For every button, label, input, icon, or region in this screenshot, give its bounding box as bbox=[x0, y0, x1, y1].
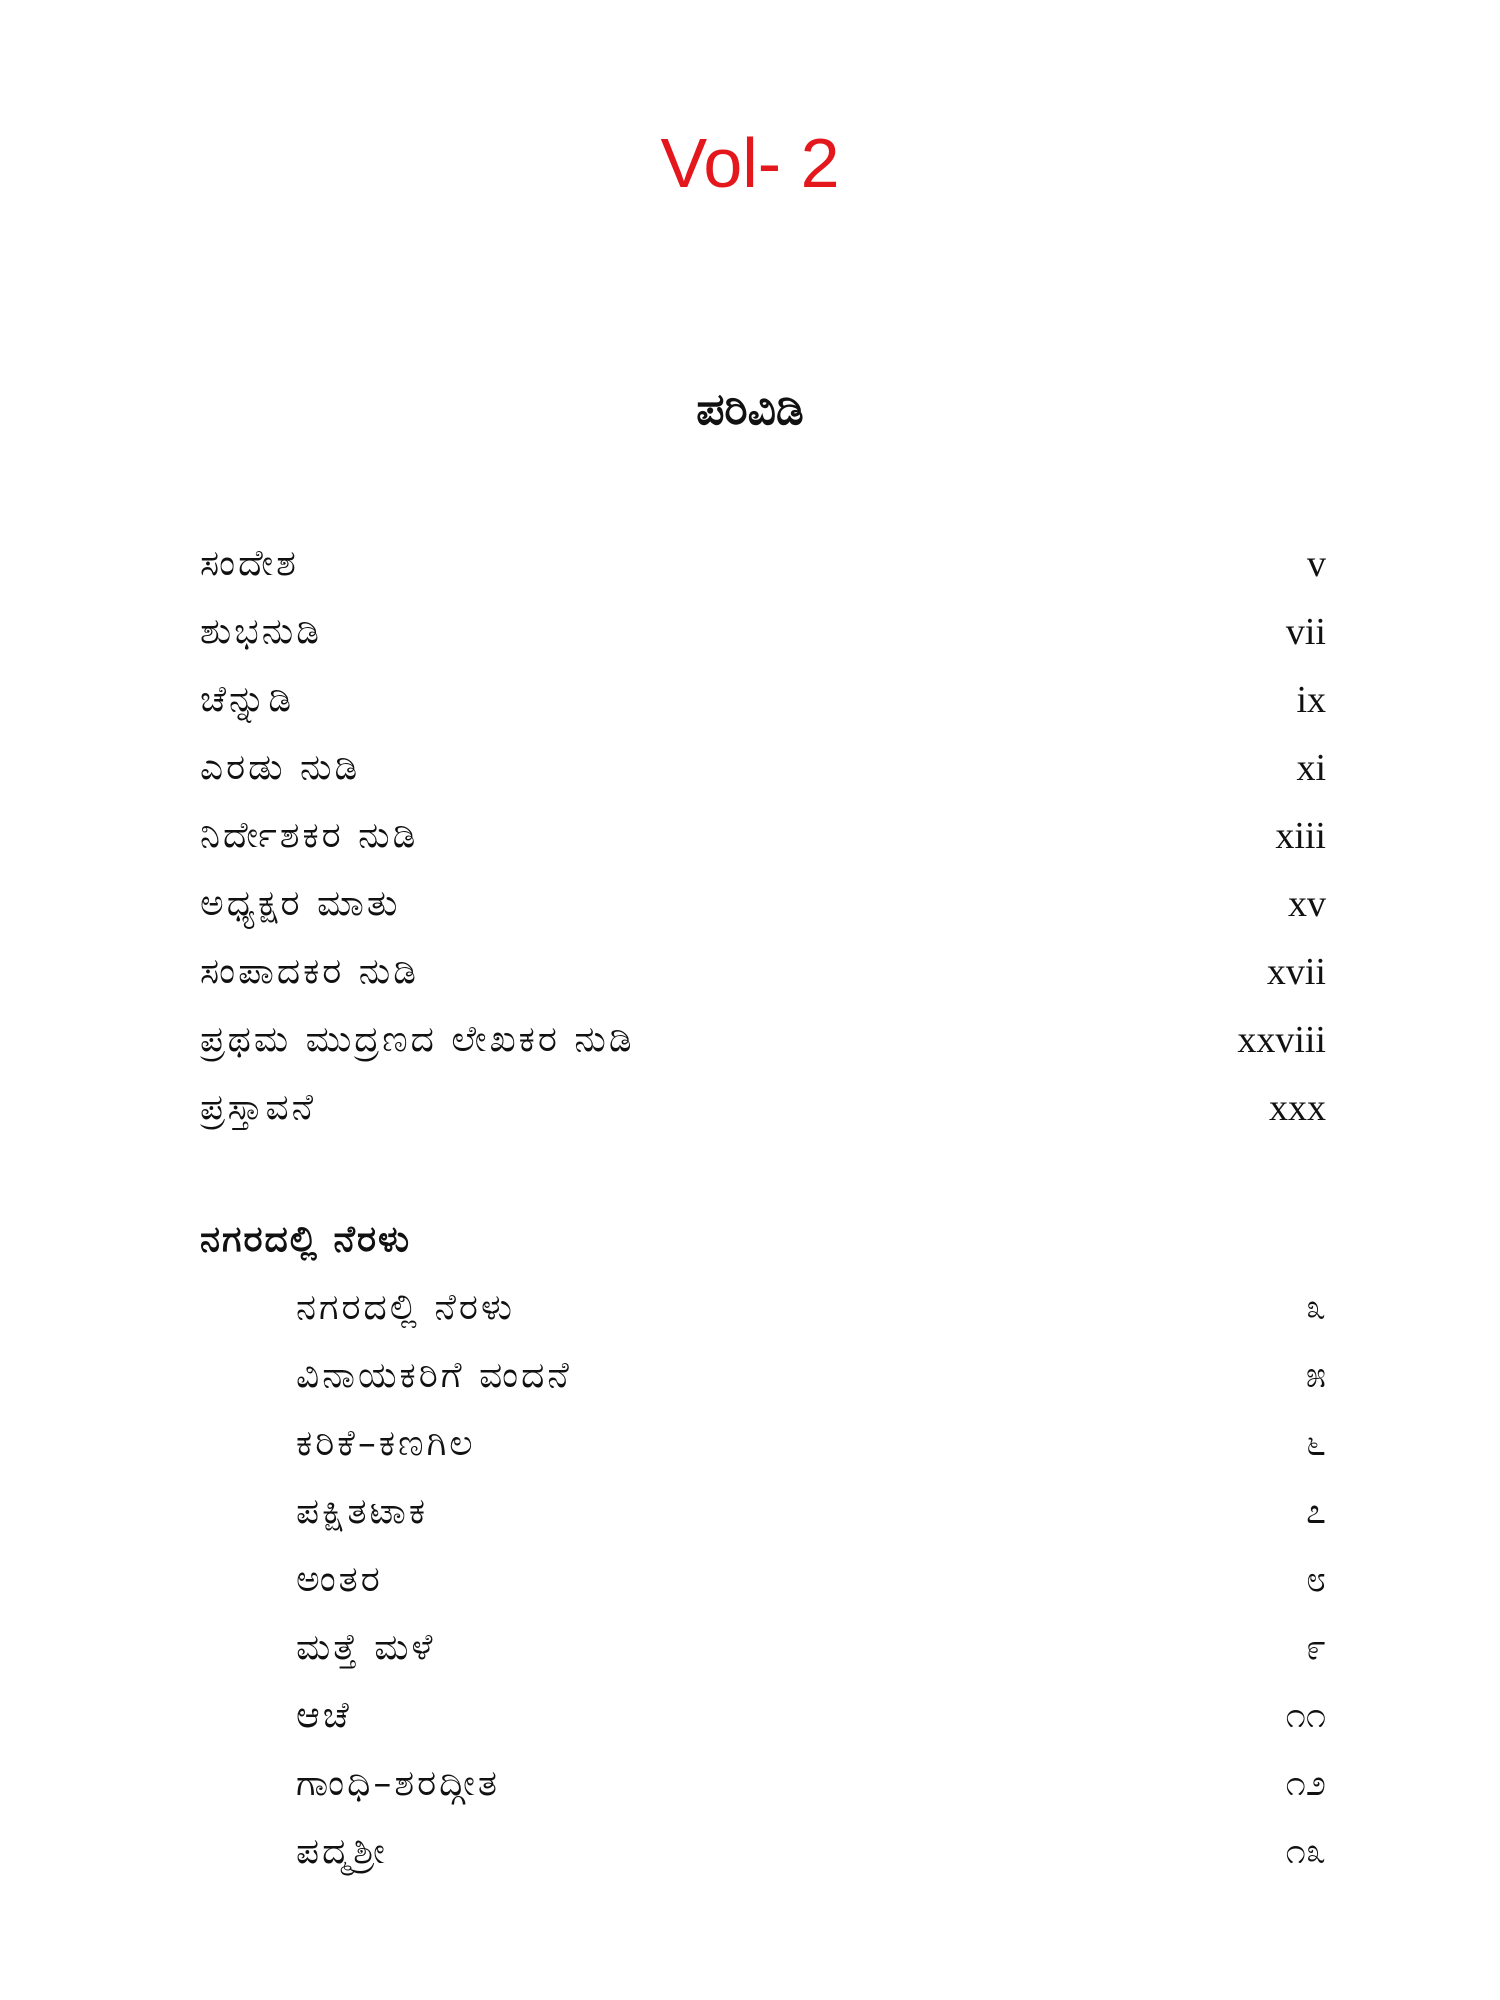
section-entry-page: ೧೧ bbox=[1285, 1695, 1326, 1736]
section-entry-label: ಅಂತರ bbox=[296, 1559, 383, 1600]
toc-entry-label: ಸಂದೇಶ bbox=[200, 543, 299, 584]
section-entry-label: ಆಚೆ bbox=[296, 1695, 352, 1736]
section-block bbox=[200, 1206, 1326, 1886]
section-entry-page: ೧೩ bbox=[1285, 1831, 1326, 1872]
section-entry-label: ಪದ್ಮಶ್ರೀ bbox=[296, 1831, 388, 1872]
section-entry bbox=[200, 1478, 1326, 1546]
section-entry-list bbox=[200, 1274, 1326, 1886]
volume-title: Vol- 2 bbox=[660, 124, 840, 202]
toc-entry-page: xvii bbox=[1266, 951, 1326, 993]
section-entry-label: ಪಕ್ಷಿತಟಾಕ bbox=[296, 1491, 429, 1532]
section-entry-label: ನಗರದಲ್ಲಿ ನೆರಳು bbox=[296, 1287, 515, 1328]
toc-entry-label: ಚೆನ್ನುಡಿ bbox=[200, 679, 295, 720]
toc-entry bbox=[200, 938, 1326, 1006]
toc-entry-label: ಎರಡು ನುಡಿ bbox=[200, 747, 361, 788]
toc-entry-page: xi bbox=[1296, 747, 1326, 789]
toc-entry-label: ಸಂಪಾದಕರ ನುಡಿ bbox=[200, 951, 419, 992]
section-entry bbox=[200, 1342, 1326, 1410]
toc-entry bbox=[200, 1006, 1326, 1074]
section-entry bbox=[200, 1410, 1326, 1478]
toc-entry-page: xv bbox=[1288, 883, 1326, 925]
section-entry bbox=[200, 1750, 1326, 1818]
section-entry-page: ೬ bbox=[1305, 1423, 1326, 1464]
section-entry-label: ಮತ್ತೆ ಮಳೆ bbox=[296, 1627, 436, 1668]
section-entry bbox=[200, 1274, 1326, 1342]
section-entry-label: ಕರಿಕೆ–ಕಣಗಿಲ bbox=[296, 1423, 476, 1464]
toc-entry bbox=[200, 1074, 1326, 1142]
section-entry bbox=[200, 1546, 1326, 1614]
toc-entry bbox=[200, 666, 1326, 734]
front-matter-list bbox=[200, 530, 1326, 1142]
section-entry bbox=[200, 1614, 1326, 1682]
toc-entry-page: xxx bbox=[1269, 1087, 1326, 1129]
section-entry bbox=[200, 1818, 1326, 1886]
section-entry-page: ೭ bbox=[1305, 1491, 1326, 1532]
toc-entry-label: ಅಧ್ಯಕ್ಷರ ಮಾತು bbox=[200, 883, 401, 924]
toc-entry-label: ಪ್ರಥಮ ಮುದ್ರಣದ ಲೇಖಕರ ನುಡಿ bbox=[200, 1019, 635, 1060]
section-entry-page: ೯ bbox=[1305, 1627, 1326, 1668]
section-entry-page: ೩ bbox=[1305, 1287, 1326, 1328]
toc-entry-page: xxviii bbox=[1237, 1019, 1326, 1061]
section-entry-page: ೫ bbox=[1305, 1355, 1326, 1396]
toc-entry-label: ನಿರ್ದೇಶಕರ ನುಡಿ bbox=[200, 815, 419, 856]
section-entry bbox=[200, 1682, 1326, 1750]
toc-entry-label: ಪ್ರಸ್ತಾವನೆ bbox=[200, 1087, 317, 1128]
toc-entry bbox=[200, 598, 1326, 666]
section-entry-label: ಗಾಂಧಿ–ಶರದ್ಗೀತ bbox=[296, 1763, 500, 1804]
toc-entry-page: xiii bbox=[1275, 815, 1326, 857]
section-entry-page: ೧೨ bbox=[1285, 1763, 1326, 1804]
section-entry-page: ೮ bbox=[1305, 1559, 1326, 1600]
toc-entry bbox=[200, 530, 1326, 598]
section-entry-label: ವಿನಾಯಕರಿಗೆ ವಂದನೆ bbox=[296, 1355, 572, 1396]
toc-entry bbox=[200, 802, 1326, 870]
toc-entry-page: ix bbox=[1296, 679, 1326, 721]
toc-entry-label: ಶುಭನುಡಿ bbox=[200, 611, 322, 652]
contents-heading: ಪರಿವಿಡಿ bbox=[696, 384, 804, 435]
toc-entry-page: v bbox=[1307, 543, 1326, 585]
section-title: ನಗರದಲ್ಲಿ ನೆರಳು bbox=[200, 1219, 412, 1260]
toc-entry bbox=[200, 734, 1326, 802]
toc-entry bbox=[200, 870, 1326, 938]
toc-entry-page: vii bbox=[1285, 611, 1326, 653]
